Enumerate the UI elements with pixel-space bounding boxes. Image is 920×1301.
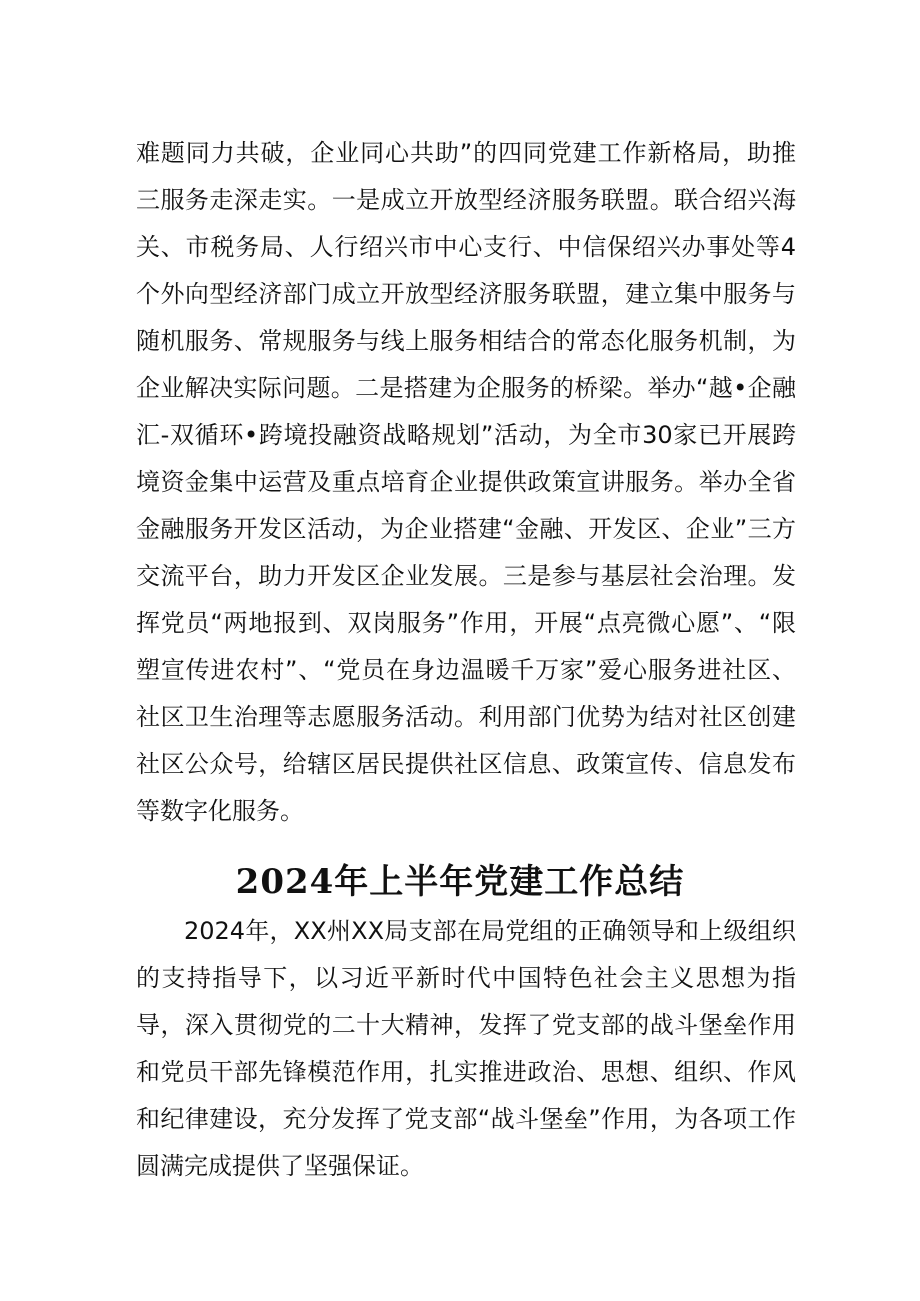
continued-paragraph: 难题同力共破，企业同心共助”的四同党建工作新格局，助推三服务走深走实。一是成立开放型经济服务联盟。联合绍兴海关、市税务局、人行绍兴市中心支行、中信保绍兴办事处等4个外向型经济部门成立开放型经济服务联盟，建立集中服务与随机服务、常规服务与线上服务相结合的常态化服务机制，为企业解决实际问题。二是搭建为企服务的桥梁。举办“越•企融汇-双循环•跨境投融资战略规划”活动，为全市30家已开展跨境资金集中运营及重点培育企业提供政策宣讲服务。举办全省金融服务开发区活动，为企业搭建“金融、开发区、企业”三方交流平台，助力开发区企业发展。三是参与基层社会治理。发挥党员“两地报到、双岗服务”作用，开展“点亮微心愿”、“限塑宣传进农村”、“党员在身边温暖千万家”爱心服务进社区、社区卫生治理等志愿服务活动。利用部门优势为结对社区创建社区公众号，给辖区居民提供社区信息、政策宣传、信息发布等数字化服务。 <box>136 139 796 825</box>
section-title: 2024年上半年党建工作总结 <box>235 861 685 902</box>
intro-paragraph: 2024年，XX州XX局支部在局党组的正确领导和上级组织的支持指导下，以习近平新时代中国特色社会主义思想为指导，深入贯彻党的二十大精神，发挥了党支部的战斗堡垒作用和党员干部先锋模范作用，扎实推进政治、思想、组织、作风和纪律建设，充分发挥了党支部“战斗堡垒”作用，为各项工作圆满完成提供了坚强保证。 <box>136 917 796 1180</box>
